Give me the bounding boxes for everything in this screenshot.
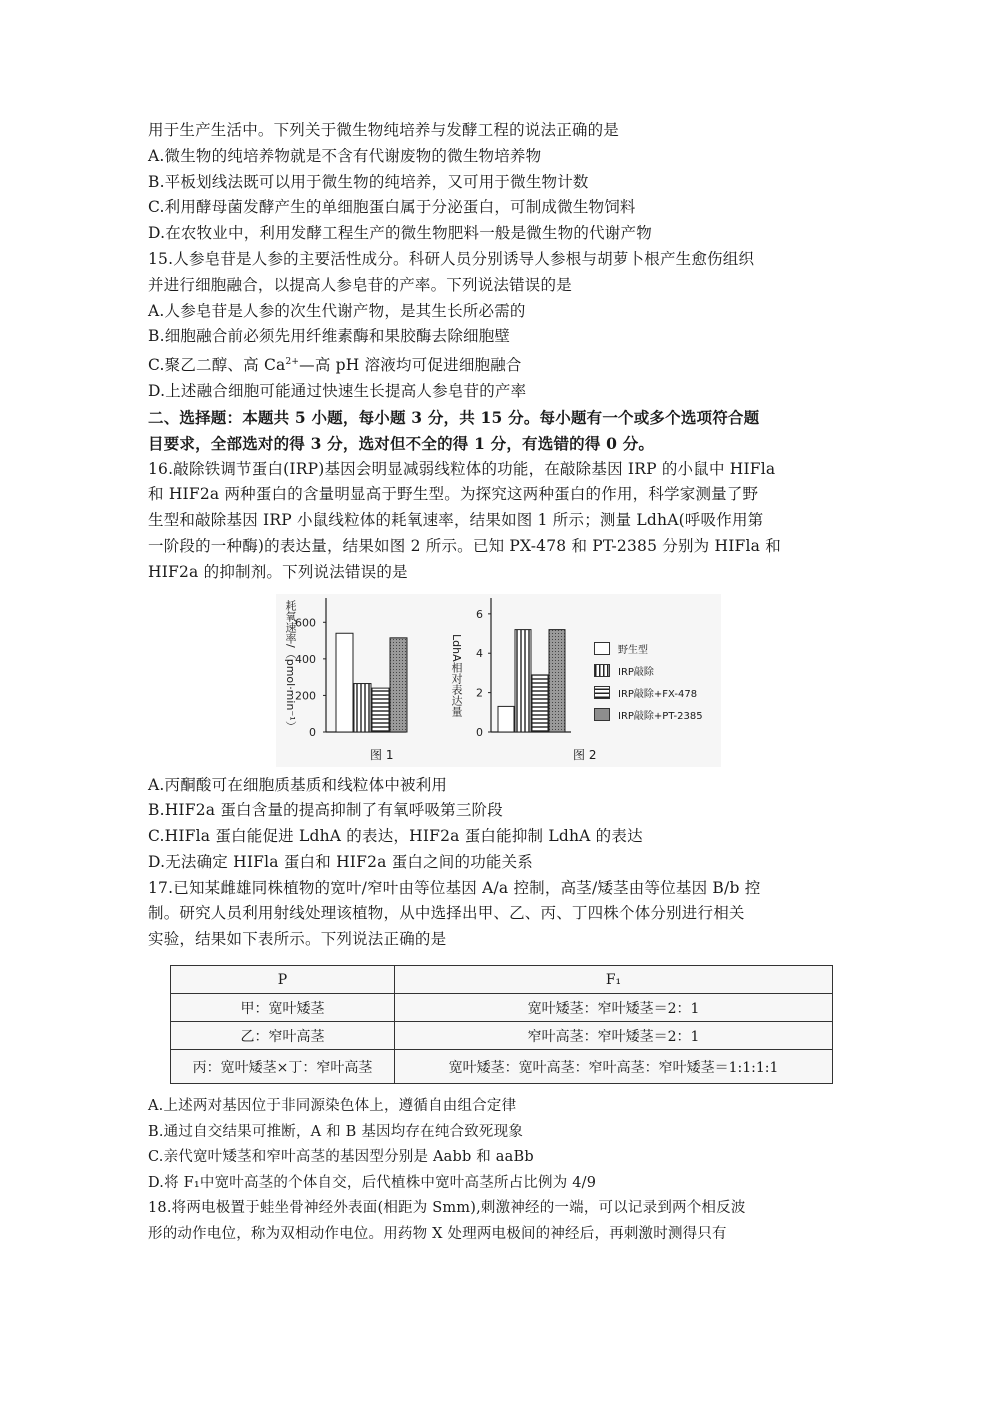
q16-option-b: B.HIF2a 蛋白含量的提高抑制了有氧呼吸第三阶段: [148, 801, 503, 820]
q16-option-c: C.HIFla 蛋白能促进 LdhA 的表达，HIF2a 蛋白能抑制 LdhA 的表达: [148, 827, 643, 846]
section-2-heading: 二、选择题：本题共 5 小题，每小题 3 分，共 15 分。每小题有一个或多个选项符合题: [148, 407, 760, 427]
q15-option-c-part1: C.聚乙二醇、高 Ca: [148, 356, 286, 375]
question-18-stem-cont: 形的动作电位，称为双相动作电位。用药物 X 处理两电极间的神经后，再刺激时测得只有: [148, 1226, 727, 1243]
q15-option-b: B.细胞融合前必须先用纤维素酶和果胶酶去除细胞壁: [148, 327, 511, 346]
legend-swatch: [594, 664, 610, 677]
y-tick-label: 2: [476, 686, 483, 700]
y-tick-label: 4: [476, 646, 483, 660]
chart1-bar: [372, 688, 389, 732]
q17-option-b: B.通过自交结果可推断，A 和 B 基因均存在纯合致死现象: [148, 1123, 524, 1140]
legend-swatch: [594, 686, 610, 699]
chart2-bar: [532, 674, 548, 731]
y-tick-label: 600: [295, 615, 316, 629]
genetics-table: [170, 965, 833, 1084]
q15-option-d: D.上述融合细胞可能通过快速生长提高人参皂苷的产率: [148, 382, 527, 401]
question-18-stem: 18.将两电极置于蛙坐骨神经外表面(相距为 Smm),刺激神经的一端，可以记录到两个相反波: [148, 1200, 746, 1217]
legend-label: 野生型: [618, 645, 648, 656]
table-row: [171, 1022, 833, 1050]
section-2-heading-cont: 目要求，全部选对的得 3 分，选对但不全的得 1 分，有选错的得 0 分。: [148, 433, 655, 453]
option-a: A.微生物的纯培养物就是不含有代谢废物的微生物培养物: [148, 146, 542, 165]
q16-option-d: D.无法确定 HIFla 蛋白和 HIF2a 蛋白之间的功能关系: [148, 852, 534, 871]
chart2-bar: [515, 629, 531, 731]
table-header-row: [171, 966, 833, 994]
question-16-stem-cont: HIF2a 的抑制剂。下列说法错误的是: [148, 562, 408, 581]
y-tick-label: 200: [295, 688, 316, 702]
q15-option-c-part2: —高 pH 溶液均可促进细胞融合: [299, 356, 522, 375]
chart2-bar: [549, 629, 565, 731]
q17-option-d: D.将 F₁中宽叶高茎的个体自交，后代植株中宽叶高茎所占比例为 4/9: [148, 1174, 597, 1191]
superscript: 2+: [285, 357, 300, 368]
question-15-stem: 15.人参皂苷是人参的主要活性成分。科研人员分别诱导人参根与胡萝卜根产生愈伤组织: [148, 249, 755, 268]
question-17-stem-cont: 实验，结果如下表所示。下列说法正确的是: [148, 930, 447, 949]
chart1-title: 图 1: [370, 747, 394, 762]
question-16-stem-cont: 生型和敲除基因 IRP 小鼠线粒体的耗氧速率，结果如图 1 所示；测量 LdhA(呼吸作用第: [148, 511, 764, 530]
option-c: C.利用酵母菌发酵产生的单细胞蛋白属于分泌蛋白，可制成微生物饲料: [148, 198, 636, 217]
table-cell: 宽叶矮茎：窄叶矮茎＝2：1: [395, 994, 833, 1022]
table-header-cell: P: [171, 966, 395, 994]
question-16-stem-cont: 一阶段的一种酶)的表达量，结果如图 2 所示。已知 PX-478 和 PT-2385 分别为 HIFla 和: [148, 536, 781, 555]
legend-swatch: [594, 642, 610, 655]
q16-option-a: A.丙酮酸可在细胞质基质和线粒体中被利用: [148, 775, 448, 794]
chart2-title: 图 2: [573, 747, 597, 762]
question-16-stem-cont: 和 HIF2a 两种蛋白的含量明显高于野生型。为探究这两种蛋白的作用，科学家测量了野: [148, 485, 759, 504]
y-tick-label: 6: [476, 607, 483, 621]
legend-item: [594, 660, 703, 682]
option-d: D.在农牧业中，利用发酵工程生产的微生物肥料一般是微生物的代谢产物: [148, 224, 652, 243]
legend-item: [594, 638, 703, 660]
table-cell: 甲：宽叶矮茎: [171, 994, 395, 1022]
question-17-stem-cont: 制。研究人员利用射线处理该植物，从中选择出甲、乙、丙、丁四株个体分别进行相关: [148, 904, 745, 923]
y-tick-label: 0: [476, 725, 483, 739]
question-17-stem: 17.已知某雌雄同株植物的宽叶/窄叶由等位基因 A/a 控制，高茎/矮茎由等位基因 B/b 控: [148, 878, 761, 897]
chart1-bar: [354, 683, 371, 731]
q15-option-a: A.人参皂苷是人参的次生代谢产物，是其生长所必需的: [148, 301, 526, 320]
table-cell: 乙：窄叶高茎: [171, 1022, 395, 1050]
option-b: B.平板划线法既可以用于微生物的纯培养，又可用于微生物计数: [148, 172, 589, 191]
legend-item: [594, 682, 703, 704]
chart1-bar: [390, 637, 407, 731]
legend-item: [594, 704, 703, 726]
text-line: 用于生产生活中。下列关于微生物纯培养与发酵工程的说法正确的是: [148, 121, 620, 139]
table-cell: 宽叶矮茎：宽叶高茎：窄叶高茎：窄叶矮茎＝1:1:1:1: [395, 1050, 833, 1084]
chart1-bar: [336, 633, 353, 732]
legend-label: IRP敲除: [618, 667, 654, 678]
q17-option-a: A.上述两对基因位于非同源染色体上，遵循自由组合定律: [148, 1098, 517, 1115]
legend-swatch: [594, 708, 610, 721]
table-cell: 丙：宽叶矮茎×丁：窄叶高茎: [171, 1050, 395, 1084]
y-tick-label: 0: [309, 725, 316, 739]
q17-option-c: C.亲代宽叶矮茎和窄叶高茎的基因型分别是 Aabb 和 aaBb: [148, 1149, 534, 1166]
chart1-y-label: 耗氧速率/（pmol·min⁻¹）: [284, 599, 297, 732]
chart-legend: [594, 638, 703, 726]
table-header-cell: F₁: [395, 966, 833, 994]
legend-label: IRP敲除+PT-2385: [618, 711, 703, 722]
table-row: [171, 1050, 833, 1084]
question-15-stem-cont: 并进行细胞融合，以提高人参皂苷的产率。下列说法错误的是: [148, 275, 572, 294]
exam-page: [148, 118, 848, 1248]
table-row: [171, 994, 833, 1022]
chart2-y-label: LdhA相对表达量: [450, 633, 463, 717]
table-cell: 窄叶高茎：窄叶矮茎＝2：1: [395, 1022, 833, 1050]
y-tick-label: 400: [295, 652, 316, 666]
q15-option-c: [148, 350, 848, 379]
chart2-bar: [498, 706, 514, 732]
question-16-stem: 16.敲除铁调节蛋白(IRP)基因会明显减弱线粒体的功能，在敲除基因 IRP 的小鼠中 HIFla: [148, 459, 776, 478]
figure-bar-charts: [276, 594, 721, 767]
legend-label: IRP敲除+FX-478: [618, 689, 698, 700]
